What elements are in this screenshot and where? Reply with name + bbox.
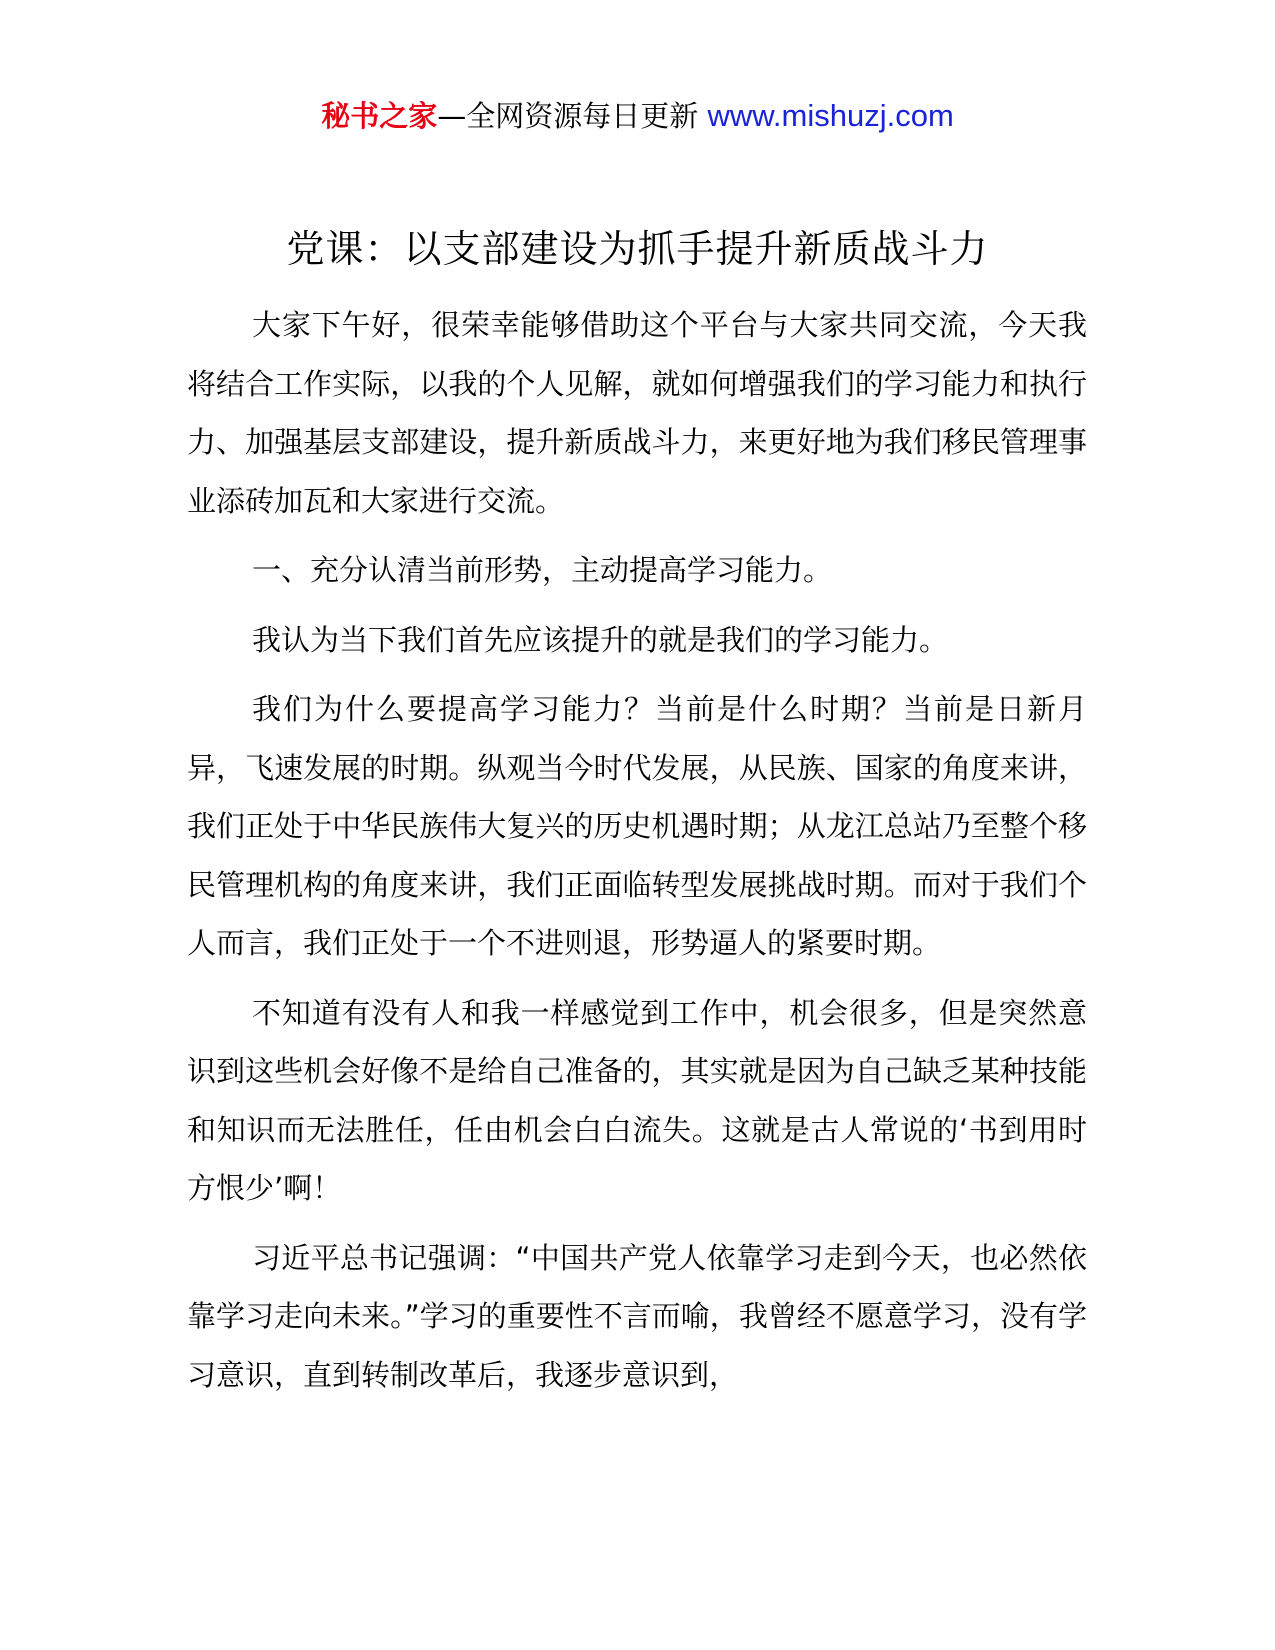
site-brand: 秘书之家 xyxy=(321,99,438,133)
document-body xyxy=(187,296,1087,1415)
paragraph-intro: 大家下午好，很荣幸能够借助这个平台与大家共同交流，今天我将结合工作实际，以我的个人见解，就如何增强我们的学习能力和执行力、加强基层支部建设，提升新质战斗力，来更好地为我们移民管理事业添砖加瓦和大家进行交流。 xyxy=(187,308,1087,518)
paragraph-learning: 我认为当下我们首先应该提升的就是我们的学习能力。 xyxy=(252,622,949,657)
paragraph-period: 我们为什么要提高学习能力？当前是什么时期？当前是日新月异，飞速发展的时期。纵观当今时代发展，从民族、国家的角度来讲，我们正处于中华民族伟大复兴的历史机遇时期；从龙江总站乃至整个移民管理机构的角度来讲，我们正面临转型发展挑战时期。而对于我们个人而言，我们正处于一个不进则退，形势逼人的紧要时期。 xyxy=(187,692,1087,960)
paragraph-quote: 习近平总书记强调：“中国共产党人依靠学习走到今天，也必然依靠学习走向未来。”学习的重要性不言而喻，我曾经不愿意学习，没有学习意识，直到转制改革后，我逐步意识到， xyxy=(187,1240,1087,1392)
section-heading-1: 一、充分认清当前形势，主动提高学习能力。 xyxy=(252,553,833,587)
paragraph-opportunity: 不知道有没有人和我一样感觉到工作中，机会很多，但是突然意识到这些机会好像不是给自己准备的，其实就是因为自己缺乏某种技能和知识而无法胜任，任由机会白白流失。这就是古人常说的‘书到用时方恨少’啊！ xyxy=(187,995,1087,1205)
document-title: 党课：以支部建设为抓手提升新质战斗力 xyxy=(286,227,989,271)
site-tagline: —全网资源每日更新 xyxy=(437,99,708,133)
site-header xyxy=(0,96,1275,136)
site-url-link[interactable]: www.mishuzj.com xyxy=(707,98,954,133)
